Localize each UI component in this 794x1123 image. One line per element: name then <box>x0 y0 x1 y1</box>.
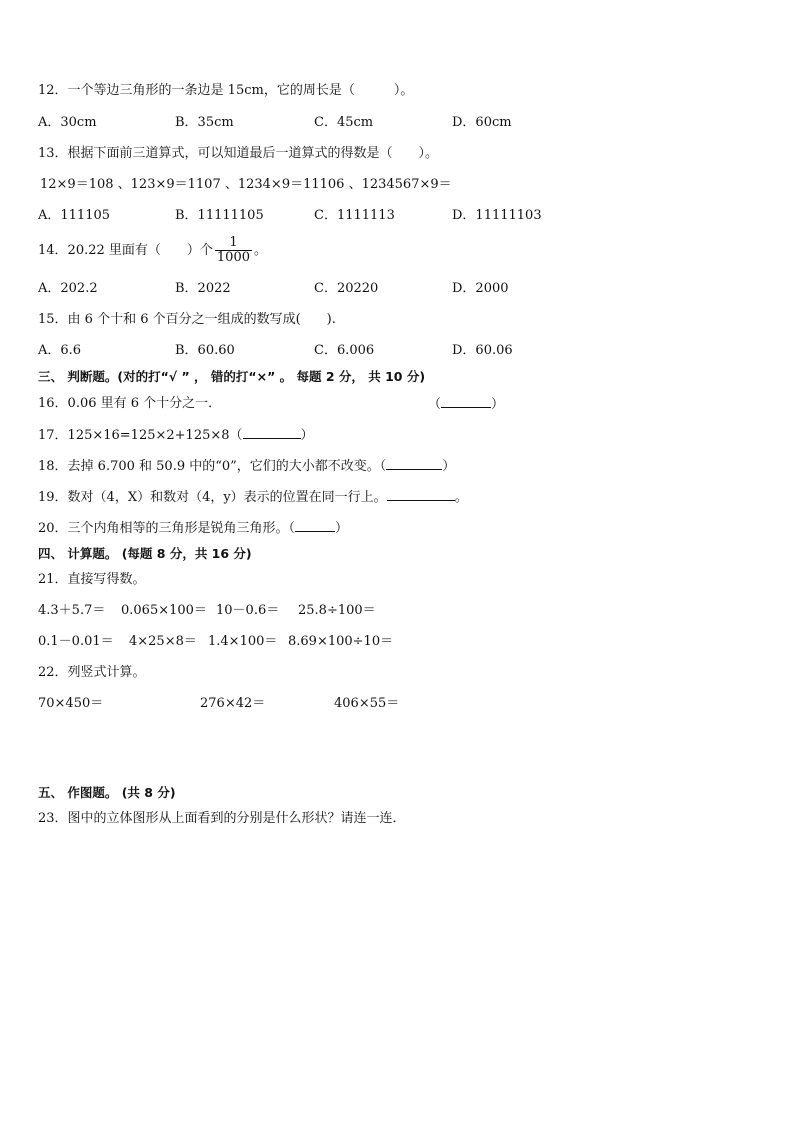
q21-item: 25.8÷100＝ <box>298 603 376 618</box>
q14-stem <box>38 236 267 266</box>
section-5-title: 五、 作图题。 (共 8 分) <box>38 785 176 800</box>
q15-option-d: D．60.06 <box>452 343 513 358</box>
q15-option-b: B．60.60 <box>175 343 235 358</box>
q14-option-c: C．20220 <box>314 281 379 296</box>
q17-text: 17．125×16=125×2+125×8（ <box>38 428 243 443</box>
q16-answer-blank[interactable] <box>441 395 491 408</box>
q14-option-b: B．2022 <box>175 281 231 296</box>
q19-answer-blank[interactable] <box>387 488 455 501</box>
q21-item: 1.4×100＝ <box>208 634 278 649</box>
q17-paren-close: ） <box>300 428 314 443</box>
q18-paren-close: ） <box>442 459 456 474</box>
q14-stem-before: 14．20.22 里面有（ ）个 <box>38 243 213 258</box>
q22-item: 276×42＝ <box>200 696 266 711</box>
q20-stem <box>38 519 348 538</box>
section-4-title: 四、 计算题。 (每题 8 分，共 16 分) <box>38 546 252 561</box>
q14-stem-after: 。 <box>254 243 268 258</box>
q14-fraction-denominator: 1000 <box>216 250 250 265</box>
q15-option-c: C．6.006 <box>314 343 375 358</box>
q21-item: 4.3＋5.7＝ <box>38 603 106 618</box>
q18-stem <box>38 457 455 476</box>
q15-stem: 15．由 6 个十和 6 个百分之一组成的数写成( ). <box>38 312 336 327</box>
q17-answer-blank[interactable] <box>243 426 301 439</box>
q21-item: 0.065×100＝ <box>121 603 207 618</box>
q18-text: 18．去掉 6.700 和 50.9 中的“0”，它们的大小都不改变。（ <box>38 459 387 474</box>
q13-option-c: C．1111113 <box>314 208 395 223</box>
q14-fraction <box>215 236 252 265</box>
q16-stem: 16．0.06 里有 6 个十分之一． <box>38 396 222 411</box>
q14-option-d: D．2000 <box>452 281 509 296</box>
q21-item: 4×25×8＝ <box>129 634 197 649</box>
q23-stem: 23．图中的立体图形从上面看到的分别是什么形状？请连一连． <box>38 811 406 826</box>
q12-option-c: C．45cm <box>314 115 374 130</box>
q14-option-a: A．202.2 <box>38 281 98 296</box>
q19-text: 19．数对（4，X）和数对（4，y）表示的位置在同一行上。 <box>38 490 387 505</box>
q16-paren-open: （ <box>428 397 442 412</box>
q12-stem: 12．一个等边三角形的一条边是 15cm，它的周长是（ ）。 <box>38 83 414 98</box>
q13-option-b: B．11111105 <box>175 208 264 223</box>
q19-stem <box>38 488 468 507</box>
q15-option-a: A．6.6 <box>38 343 82 358</box>
q16-paren-close: ） <box>491 397 505 412</box>
q21-stem: 21．直接写得数。 <box>38 572 146 587</box>
q20-text: 20．三个内角相等的三角形是锐角三角形。（ <box>38 521 296 536</box>
q12-option-a: A．30cm <box>38 115 97 130</box>
q13-option-a: A．111105 <box>38 208 111 223</box>
q18-answer-blank[interactable] <box>386 457 442 470</box>
section-3-title: 三、 判断题。(对的打“√ ” ， 错的打“×” 。 每题 2 分， 共 10 分) <box>38 369 426 384</box>
q14-fraction-numerator: 1 <box>229 235 238 250</box>
q21-item: 0.1－0.01＝ <box>38 634 114 649</box>
q22-stem: 22．列竖式计算。 <box>38 665 146 680</box>
q20-paren-close: ） <box>335 521 349 536</box>
q20-answer-blank[interactable] <box>295 519 335 532</box>
q21-item: 10－0.6＝ <box>216 603 280 618</box>
q13-stem: 13．根据下面前三道算式，可以知道最后一道算式的得数是（ ）。 <box>38 146 439 161</box>
q21-item: 8.69×100÷10＝ <box>288 634 394 649</box>
q17-stem <box>38 426 314 445</box>
q19-tail: 。 <box>454 490 468 505</box>
q13-expression: 12×9＝108 、123×9＝1107 、1234×9＝11106 、1234567×9＝ <box>40 177 452 192</box>
q22-item: 70×450＝ <box>38 696 104 711</box>
q22-item: 406×55＝ <box>334 696 400 711</box>
q12-option-b: B．35cm <box>175 115 234 130</box>
q13-option-d: D．11111103 <box>452 208 542 223</box>
q16-answer <box>428 395 504 414</box>
q12-option-d: D．60cm <box>452 115 512 130</box>
